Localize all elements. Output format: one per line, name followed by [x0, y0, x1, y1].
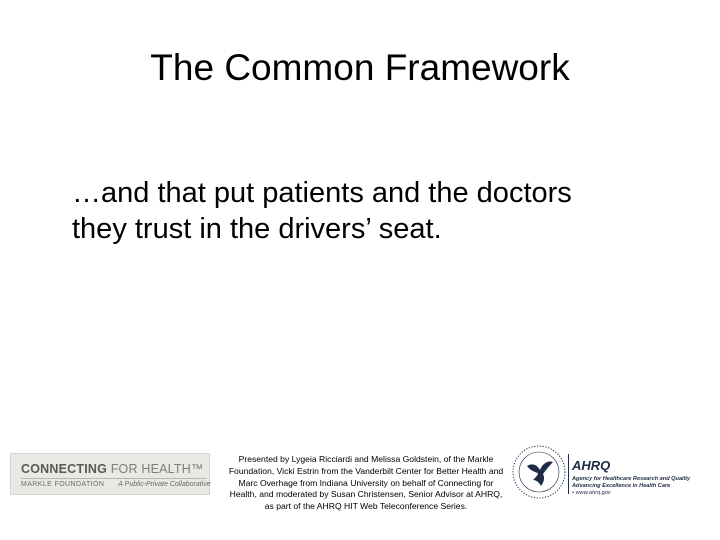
footer	[0, 440, 720, 540]
slide-body	[72, 175, 692, 247]
presenter-credit: Presented by Lygeia Ricciardi and Melissa Goldstein, of the Markle Foundation, Vicki Estrin from the Vanderbilt Center for Better Health and Marc Overhage from Indiana University on behalf of Connecting for Health, and moderated by Susan Christensen, Senior Advisor at AHRQ, as part of the AHRQ HIT Web Teleconference Series.	[228, 454, 504, 512]
ahrq-tagline: Advancing Excellence in Health Care	[572, 483, 671, 489]
ahrq-divider	[568, 454, 569, 494]
ahrq-wordmark: AHRQ	[572, 458, 611, 473]
cfh-name-bold: CONNECTING	[21, 462, 108, 476]
hhs-eagle-seal-icon	[511, 444, 567, 500]
cfh-sub-org: MARKLE FOUNDATION	[21, 481, 105, 488]
slide-title: The Common Framework	[150, 47, 570, 88]
cfh-logo-rule	[21, 478, 207, 479]
cfh-name-light: FOR HEALTH™	[107, 462, 204, 476]
body-line-1: …and that put patients and the doctors	[72, 177, 572, 209]
cfh-logo-subline	[21, 481, 211, 488]
ahrq-website: • www.ahrq.gov	[572, 490, 611, 496]
connecting-for-health-logo	[10, 453, 210, 495]
cfh-logo-name	[21, 462, 204, 476]
body-line-2: they trust in the drivers’ seat.	[72, 213, 442, 245]
ahrq-agency-name: Agency for Healthcare Research and Quality	[572, 476, 691, 482]
cfh-sub-tag: A Public-Private Collaborative	[118, 481, 211, 488]
